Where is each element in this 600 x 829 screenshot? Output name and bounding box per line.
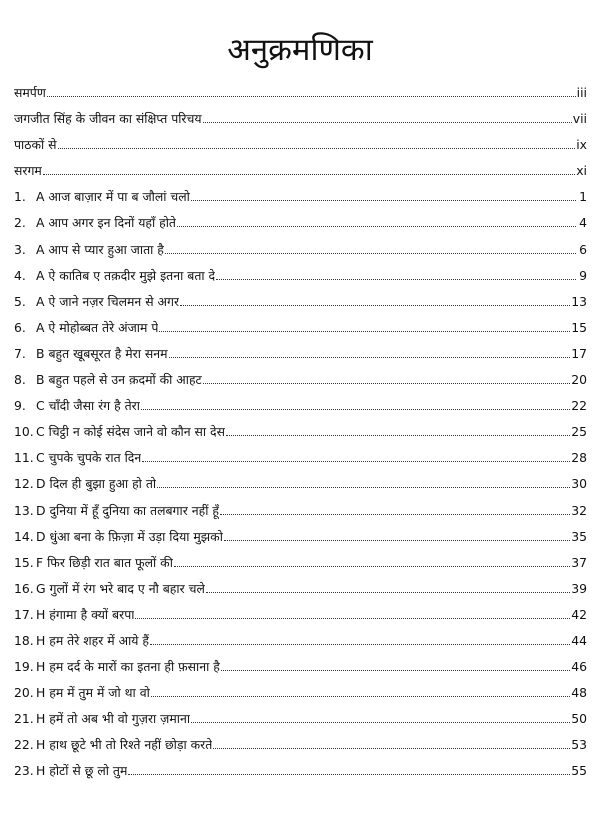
dot-leader [191, 722, 570, 723]
entry-title: H हम में तुम में जो था वो [36, 685, 150, 701]
page-number: 37 [571, 554, 587, 570]
toc-entry[interactable] [14, 579, 587, 605]
toc-entry[interactable] [14, 266, 587, 292]
page-number: iii [576, 85, 587, 100]
toc-entry[interactable] [14, 657, 587, 683]
dot-leader [135, 618, 570, 619]
toc-entry[interactable] [14, 735, 587, 761]
entry-title: सरगम [14, 163, 42, 179]
dot-leader [203, 383, 570, 384]
page-number: 1 [579, 189, 587, 205]
dot-leader [191, 200, 576, 201]
entry-title: समर्पण [14, 85, 46, 100]
entry-title: D धुंआ बना के फ़िज़ा में उड़ा दिया मुझको [36, 528, 223, 544]
entry-number: 1. [14, 189, 26, 205]
entry-number: 5. [14, 293, 26, 309]
entry-number: 6. [14, 319, 26, 335]
page-number: 20 [571, 372, 587, 388]
toc-entry[interactable] [14, 553, 587, 579]
entry-number: 13. [14, 502, 34, 518]
dot-leader [226, 435, 570, 436]
toc-entry[interactable] [14, 474, 587, 500]
entry-number: 2. [14, 215, 26, 231]
entry-number: 19. [14, 659, 34, 675]
toc-entry[interactable] [14, 683, 587, 709]
page-number: 17 [571, 345, 587, 361]
toc-entry[interactable] [14, 318, 587, 344]
toc-entry[interactable] [14, 761, 587, 787]
toc-entry[interactable] [14, 527, 587, 553]
dot-leader [213, 748, 570, 749]
entry-title: G गुलों में रंग भरे बाद ए नौ बहार चले [36, 580, 205, 596]
page-number: 42 [571, 606, 587, 622]
dot-leader [142, 461, 570, 462]
page-number: 30 [571, 476, 587, 492]
dot-leader [47, 96, 576, 97]
page-number: 25 [571, 424, 587, 440]
page-number: 46 [571, 659, 587, 675]
toc-entry[interactable] [14, 501, 587, 527]
table-of-contents [14, 83, 587, 788]
dot-leader [128, 774, 570, 775]
entry-title: H हम तेरे शहर में आये हैं [36, 632, 149, 648]
page-number: 53 [571, 737, 587, 753]
entry-number: 18. [14, 632, 34, 648]
entry-title: C चुपके चुपके रात दिन [36, 450, 142, 466]
dot-leader [216, 279, 576, 280]
entry-title: H हमें तो अब भी वो गुज़रा ज़माना [36, 711, 191, 727]
page-number: 50 [571, 711, 587, 727]
dot-leader [177, 226, 576, 227]
entry-title: A ऐ मोहोब्बत तेरे अंजाम पे [36, 319, 159, 335]
dot-leader [224, 540, 570, 541]
page-number: vii [572, 111, 587, 127]
toc-entry[interactable] [14, 213, 587, 239]
page-number: 15 [571, 319, 587, 335]
toc-entry[interactable] [14, 605, 587, 631]
page-number: 48 [571, 685, 587, 701]
toc-entry[interactable] [14, 344, 587, 370]
dot-leader [180, 305, 570, 306]
page-number: 4 [579, 215, 587, 231]
page-number: 44 [571, 632, 587, 648]
page-title: अनुक्रमणिका [227, 32, 373, 68]
entry-title: A ऐ जाने नज़र चिलमन से अगर [36, 293, 180, 309]
toc-entry[interactable] [14, 422, 587, 448]
entry-number: 7. [14, 345, 26, 361]
entry-title: पाठकों से [14, 137, 57, 153]
entry-number: 21. [14, 711, 34, 727]
dot-leader [203, 122, 572, 123]
page-number: 55 [571, 763, 587, 779]
toc-entry[interactable] [14, 709, 587, 735]
page-number: 9 [579, 267, 587, 283]
dot-leader [58, 148, 576, 149]
entry-number: 15. [14, 554, 34, 570]
entry-number: 4. [14, 267, 26, 283]
entry-number: 9. [14, 398, 26, 414]
dot-leader [141, 409, 570, 410]
entry-title: F फिर छिड़ी रात बात फूलों की [36, 554, 173, 570]
entry-title: H हंगामा है क्यों बरपा [36, 606, 135, 622]
toc-entry[interactable] [14, 396, 587, 422]
toc-entry[interactable] [14, 187, 587, 213]
dot-leader [159, 331, 570, 332]
entry-title: C चिट्ठी न कोई संदेस जाने वो कौन सा देस [36, 424, 225, 440]
page-number: xi [576, 163, 587, 179]
entry-title: A आप से प्यार हुआ जाता है [36, 241, 164, 257]
entry-number: 23. [14, 763, 34, 779]
entry-title: D दिल ही बुझा हुआ हो तो [36, 476, 157, 492]
toc-entry[interactable] [14, 135, 587, 161]
entry-title: B बहुत पहले से उन क़दमों की आहट [36, 372, 202, 388]
entry-number: 10. [14, 424, 34, 440]
dot-leader [174, 566, 570, 567]
toc-entry[interactable] [14, 631, 587, 657]
entry-number: 3. [14, 241, 26, 257]
page-number: ix [576, 137, 587, 153]
entry-title: D दुनिया में हूँ दुनिया का तलबगार नहीं हूँ [36, 502, 219, 518]
entry-number: 11. [14, 450, 34, 466]
page-number: 32 [571, 502, 587, 518]
page-number: 6 [579, 241, 587, 257]
toc-entry[interactable] [14, 83, 587, 109]
entry-number: 22. [14, 737, 34, 753]
entry-title: C चाँदी जैसा रंग है तेरा [36, 398, 140, 414]
entry-title: H होटों से छू लो तुम [36, 763, 128, 779]
toc-entry[interactable] [14, 109, 587, 135]
entry-title: H हम दर्द के मारों का इतना ही फ़साना है [36, 659, 220, 675]
entry-number: 20. [14, 685, 34, 701]
toc-entry[interactable] [14, 292, 587, 318]
entry-number: 16. [14, 580, 34, 596]
page-number: 22 [571, 398, 587, 414]
entry-number: 12. [14, 476, 34, 492]
dot-leader [206, 592, 570, 593]
dot-leader [221, 670, 570, 671]
page-number: 28 [571, 450, 587, 466]
entry-number: 17. [14, 606, 34, 622]
dot-leader [43, 174, 575, 175]
dot-leader [165, 253, 576, 254]
entry-title: B बहुत खूबसूरत है मेरा सनम [36, 345, 168, 361]
entry-title: A आज बाज़ार में पा ब जौलां चलो [36, 189, 190, 205]
page-number: 39 [571, 580, 587, 596]
dot-leader [150, 644, 570, 645]
toc-entry[interactable] [14, 240, 587, 266]
page-number: 35 [571, 528, 587, 544]
entry-title: जगजीत सिंह के जीवन का संक्षिप्त परिचय [14, 111, 202, 127]
dot-leader [169, 357, 571, 358]
toc-entry[interactable] [14, 161, 587, 187]
entry-title: A आप अगर इन दिनों यहाँ होते [36, 215, 176, 231]
dot-leader [157, 487, 570, 488]
toc-entry[interactable] [14, 370, 587, 396]
toc-entry[interactable] [14, 448, 587, 474]
dot-leader [220, 514, 570, 515]
entry-title: A ऐ कातिब ए तक़दीर मुझे इतना बता दे [36, 267, 216, 283]
entry-number: 8. [14, 372, 26, 388]
page-number: 13 [571, 293, 587, 309]
dot-leader [151, 696, 570, 697]
entry-title: H हाथ छूटे भी तो रिश्ते नहीं छोड़ा करते [36, 737, 213, 753]
entry-number: 14. [14, 528, 34, 544]
